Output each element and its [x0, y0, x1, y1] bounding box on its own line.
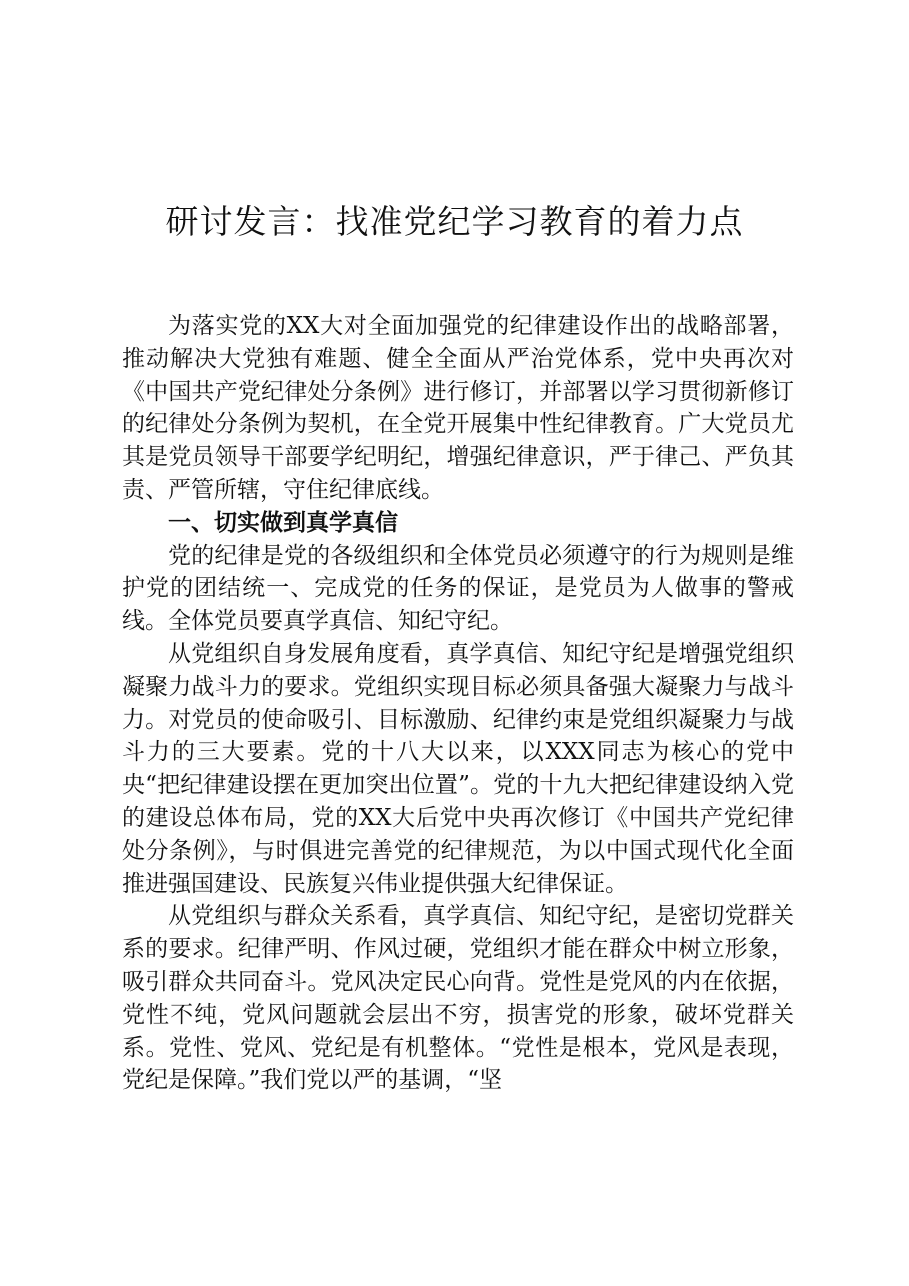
intro-paragraph: 为落实党的XX大对全面加强党的纪律建设作出的战略部署，推动解决大党独有难题、健全全面从严治党体系，党中央再次对《中国共产党纪律处分条例》进行修订，并部署以学习贯彻新修订的纪律处分条例为契机，在全党开展集中性纪律教育。广大党员尤其是党员领导干部要学纪明纪，增强纪律意识，严于律己、严负其责、严管所辖，守住纪律底线。	[122, 313, 794, 503]
body-paragraph: 党的纪律是党的各级组织和全体党员必须遵守的行为规则是维护党的团结统一、完成党的任务的保证，是党员为人做事的警戒线。全体党员要真学真信、知纪守纪。	[122, 542, 794, 635]
section-heading: 一、切实做到真学真信	[168, 509, 398, 536]
body-paragraph: 从党组织自身发展角度看，真学真信、知纪守纪是增强党组织凝聚力战斗力的要求。党组织实现目标必须具备强大凝聚力与战斗力。对党员的使命吸引、目标激励、纪律约束是党组织凝聚力与战斗力的三大要素。党的十八大以来，以XXX同志为核心的党中央“把纪律建设摆在更加突出位置”。党的十九大把纪律建设纳入党的建设总体布局，党的XX大后党中央再次修订《中国共产党纪律处分条例》，与时俱进完善党的纪律规范，为以中国式现代化全面推进强国建设、民族复兴伟业提供强大纪律保证。	[122, 640, 794, 897]
body-paragraph: 从党组织与群众关系看，真学真信、知纪守纪，是密切党群关系的要求。纪律严明、作风过硬，党组织才能在群众中树立形象，吸引群众共同奋斗。党风决定民心向背。党性是党风的内在依据，党性不纯，党风问题就会层出不穷，损害党的形象，破坏党群关系。党性、党风、党纪是有机整体。“党性是根本，党风是表现，党纪是保障。”我们党以严的基调，“坚	[122, 903, 794, 1094]
document-body	[122, 310, 794, 1097]
document-title: 研讨发言：找准党纪学习教育的着力点	[165, 202, 744, 241]
